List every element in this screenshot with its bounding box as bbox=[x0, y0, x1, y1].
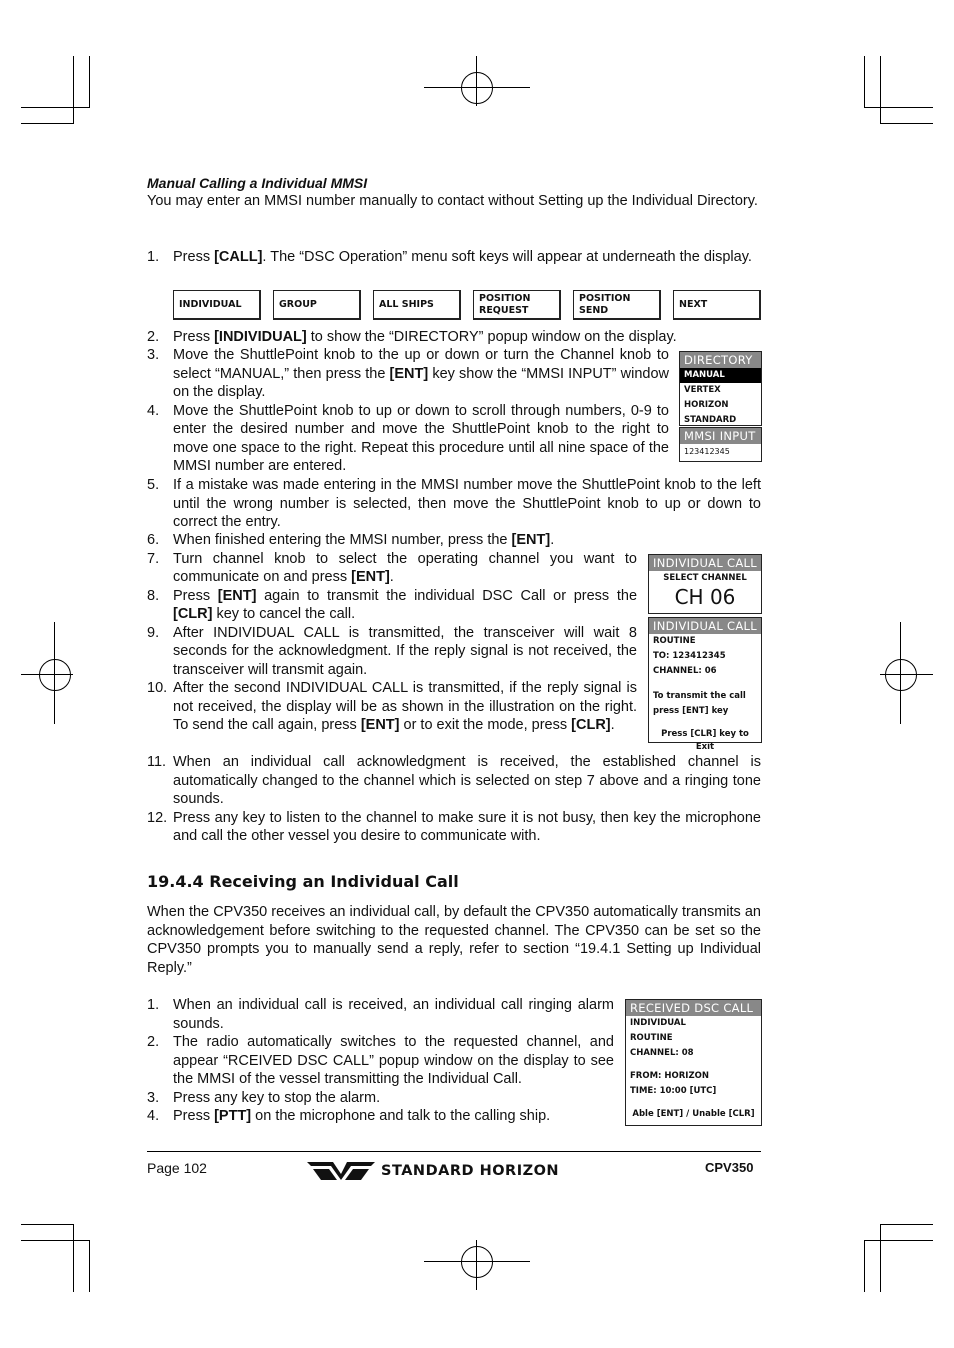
crop-mark bbox=[89, 1240, 90, 1292]
lcd-line: press [ENT] key bbox=[653, 706, 729, 716]
registration-line bbox=[21, 674, 73, 675]
crop-mark bbox=[21, 1240, 90, 1241]
page-number: Page 102 bbox=[147, 1160, 207, 1176]
list-item: 7. Turn channel knob to select the operating channel you want to communicate on and press [ENT]. bbox=[147, 550, 637, 585]
lcd-line bbox=[649, 719, 761, 727]
lcd-line bbox=[626, 1061, 761, 1069]
brand-logo bbox=[307, 1160, 559, 1182]
intro-paragraph: You may enter an MMSI number manually to contact without Setting up the Individual Directory. bbox=[147, 193, 758, 209]
list-item: 8. Press [ENT] again to transmit the individual DSC Call or press the [CLR] key to cancel the call. bbox=[147, 587, 638, 622]
crop-mark bbox=[864, 107, 933, 108]
lcd-line: CHANNEL: 06 bbox=[653, 666, 717, 676]
lcd-individual-call-channel bbox=[648, 554, 762, 614]
steps-list-1b bbox=[147, 328, 761, 347]
lcd-directory bbox=[679, 351, 762, 426]
footer-rule bbox=[147, 1151, 761, 1152]
softkey-next[interactable]: NEXT bbox=[673, 290, 761, 320]
lcd-line bbox=[626, 1099, 761, 1107]
lcd-individual-call-retry bbox=[648, 617, 762, 752]
lcd-line: STANDARD bbox=[684, 415, 737, 425]
crop-mark bbox=[880, 1224, 933, 1225]
lcd-title: MMSI INPUT bbox=[680, 428, 761, 444]
softkey-all-ships[interactable]: ALL SHIPS bbox=[373, 290, 461, 320]
registration-mark-left bbox=[39, 659, 71, 691]
registration-line bbox=[476, 1240, 477, 1290]
steps-list-1e bbox=[147, 531, 637, 735]
lcd-line: FROM: HORIZON bbox=[630, 1071, 709, 1081]
crop-mark bbox=[880, 123, 933, 124]
lcd-received-dsc-call bbox=[625, 999, 762, 1126]
lcd-title: INDIVIDUAL CALL bbox=[649, 618, 761, 634]
lcd-line: VERTEX bbox=[684, 385, 721, 395]
registration-line bbox=[424, 87, 530, 88]
crop-mark bbox=[880, 56, 881, 124]
model-name: CPV350 bbox=[705, 1160, 754, 1175]
lcd-mmsi-input bbox=[679, 427, 762, 462]
list-item: 3. Move the ShuttlePoint knob to the up or down or turn the Channel knob to select “MANUAL,” then press the [ENT] key show the “MMSI INPUT” window on the display. bbox=[147, 347, 669, 400]
list-item: 12. Press any key to listen to the channel to make sure it is not busy, then key the microphone and call the other vessel you desire to communicate with. bbox=[147, 809, 761, 844]
list-item: 6. When finished entering the MMSI number, press the [ENT]. bbox=[147, 532, 555, 548]
lcd-line: Able [ENT] / Unable [CLR] bbox=[632, 1109, 755, 1119]
crop-mark bbox=[864, 1240, 865, 1292]
lcd-title: RECEIVED DSC CALL bbox=[626, 1000, 761, 1016]
list-item: 2. The radio automatically switches to the requested channel, and appear “RCEIVED DSC CALL” popup window on the display to see the MMSI of the vessel transmitting the Individual Call. bbox=[147, 1034, 614, 1087]
crop-mark bbox=[864, 1240, 933, 1241]
brand-name: STANDARD HORIZON bbox=[381, 1163, 560, 1179]
registration-mark-bottom bbox=[461, 1246, 493, 1278]
steps-list-2 bbox=[147, 996, 614, 1126]
registration-line bbox=[424, 1261, 530, 1262]
list-item: 9. After INDIVIDUAL CALL is transmitted, the transceiver will wait 8 seconds for the acknowledgment. If the reply signal is not received, the transceiver will transmit again. bbox=[147, 624, 637, 678]
lcd-line: HORIZON bbox=[684, 400, 729, 410]
lcd-line: CHANNEL: 08 bbox=[630, 1048, 694, 1058]
softkey-position-request[interactable]: POSITION REQUEST bbox=[473, 290, 561, 320]
list-item: 5. If a mistake was made entering in the MMSI number move the ShuttlePoint knob to the left until the wrong number is selected, then move the ShuttlePoint knob to up or down to correct the entry. bbox=[147, 477, 761, 530]
crop-mark bbox=[73, 56, 74, 124]
lcd-line: Press [CLR] key to Exit bbox=[661, 729, 749, 752]
lcd-mmsi-value: 123412345 bbox=[684, 447, 730, 456]
steps-list-1c bbox=[147, 346, 669, 476]
list-item: 11. When an individual call acknowledgment is received, the established channel is automatically changed to the channel which is selected on step 7 above and a ringing tone sounds. bbox=[147, 754, 761, 807]
list-item: 10. After the second INDIVIDUAL CALL is transmitted, if the reply signal is not received, the display will be as shown in the illustration on the right. To send the call again, press [ENT] or to exit the mode, press [CLR]. bbox=[147, 680, 637, 733]
section2-intro: When the CPV350 receives an individual call, by default the CPV350 automatically transmits an acknowledgement before switching to the requested channel. The CPV350 can be set so the CPV350 prompts you to manually send a reply, refer to section “19.4.1 Setting up Individual Reply.” bbox=[147, 904, 761, 976]
lcd-title: INDIVIDUAL CALL bbox=[649, 555, 761, 571]
brand-mark-icon bbox=[307, 1160, 375, 1182]
lcd-line: SELECT CHANNEL bbox=[663, 573, 747, 583]
crop-mark bbox=[864, 56, 865, 108]
lcd-line: MANUAL bbox=[680, 368, 761, 383]
lcd-line: INDIVIDUAL bbox=[630, 1018, 686, 1028]
list-item: 4. Move the ShuttlePoint knob to up or down to scroll through numbers, 0-9 to enter the desired number and move the ShuttlePoint knob to the right to move one space to the right. Repeat this procedure until all nine space of the MMSI number are entered. bbox=[147, 402, 669, 474]
lcd-line: ROUTINE bbox=[653, 636, 696, 646]
lcd-line: To transmit the call bbox=[653, 691, 746, 701]
registration-mark-right bbox=[885, 659, 917, 691]
crop-mark bbox=[880, 1224, 881, 1292]
crop-mark bbox=[73, 1224, 74, 1292]
crop-mark bbox=[89, 56, 90, 108]
lcd-line: TO: 123412345 bbox=[653, 651, 726, 661]
softkey-group[interactable]: GROUP bbox=[273, 290, 361, 320]
registration-line bbox=[900, 622, 901, 724]
lcd-line: ROUTINE bbox=[630, 1033, 673, 1043]
lcd-title: DIRECTORY bbox=[680, 352, 761, 368]
dsc-softkeys bbox=[173, 290, 761, 322]
section-heading: 19.4.4 Receiving an Individual Call bbox=[147, 872, 459, 891]
registration-mark-top bbox=[461, 72, 493, 104]
list-item: 3. Press any key to stop the alarm. bbox=[147, 1089, 381, 1106]
steps-list-1a bbox=[147, 248, 761, 267]
list-item: 2. Press [INDIVIDUAL] to show the “DIRECTORY” popup window on the display. bbox=[147, 329, 677, 345]
steps-list-1d bbox=[147, 476, 761, 532]
section-heading: Manual Calling a Individual MMSI bbox=[147, 175, 368, 191]
list-item: 4. Press [PTT] on the microphone and talk to the calling ship. bbox=[147, 1108, 551, 1124]
steps-list-1f bbox=[147, 753, 761, 846]
crop-mark bbox=[21, 1224, 74, 1225]
list-item: 1. When an individual call is received, an individual call ringing alarm sounds. bbox=[147, 997, 614, 1032]
registration-line bbox=[476, 56, 477, 106]
crop-mark bbox=[21, 123, 74, 124]
crop-mark bbox=[21, 107, 90, 108]
registration-line bbox=[880, 674, 933, 675]
softkey-individual[interactable]: INDIVIDUAL bbox=[173, 290, 261, 320]
list-item: 1. Press [CALL]. The “DSC Operation” menu soft keys will appear at underneath the display. bbox=[147, 249, 752, 265]
registration-line bbox=[54, 622, 55, 724]
lcd-channel: CH 06 bbox=[674, 585, 736, 609]
lcd-line: TIME: 10:00 [UTC] bbox=[630, 1086, 717, 1096]
lcd-line bbox=[649, 679, 761, 689]
softkey-position-send[interactable]: POSITION SEND bbox=[573, 290, 661, 320]
